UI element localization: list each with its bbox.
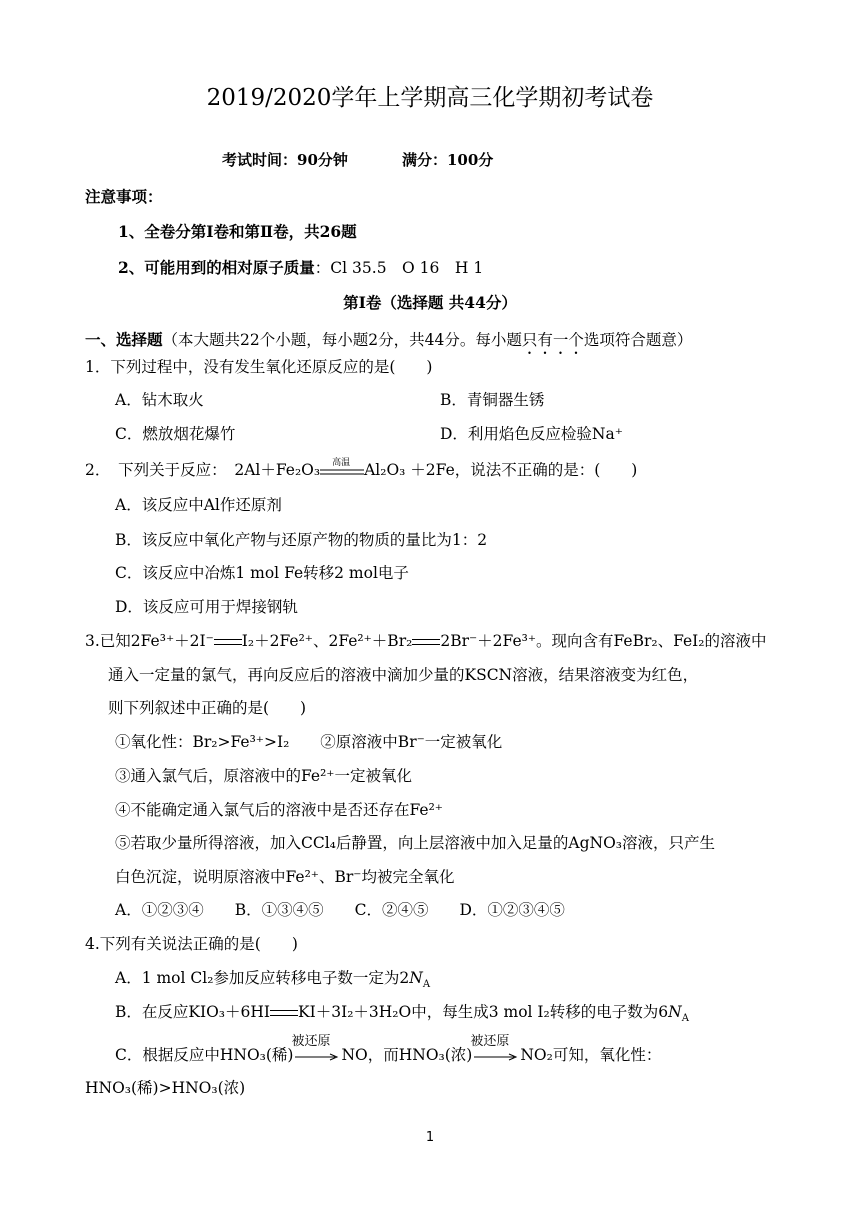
part1-tail: 选项符合题意） — [583, 331, 693, 349]
q2-stem — [85, 460, 637, 480]
equals-icon — [214, 638, 242, 646]
arrow-label: 被还原 — [291, 1034, 331, 1049]
right-arrow-icon — [474, 1053, 518, 1061]
arrow-label: 被还原 — [470, 1034, 510, 1049]
q4-option-a — [115, 968, 430, 995]
full-score: 满分：100分 — [402, 151, 494, 169]
section-title: 第Ⅰ卷（选择题 共44分） — [343, 293, 517, 312]
q1-option-a: A．钻木取火 — [115, 391, 204, 409]
notice-item-1: 1、全卷分第Ⅰ卷和第Ⅱ卷，共26题 — [118, 222, 357, 241]
q2-condition: 高温 — [332, 458, 351, 468]
part1-label: 一、选择题 — [85, 330, 163, 349]
q3-stem-part-c: 2Br⁻＋2Fe³⁺。现向含有FeBr₂、FeI₂的溶液中 — [440, 632, 767, 650]
high-temp-equals-sign — [320, 458, 364, 477]
page-number: 1 — [425, 1130, 435, 1145]
q4-option-c-line2: HNO₃(稀)>HNO₃(浓) — [85, 1079, 246, 1097]
reduction-arrow — [291, 1034, 339, 1063]
q3-stem-part-b: I₂＋2Fe²⁺、2Fe²⁺＋Br₂ — [241, 632, 413, 650]
q3-statement-3: ③通入氯气后，原溶液中的Fe²⁺一定被氧化 — [115, 767, 412, 785]
q2-option-b: B．该反应中氧化产物与还原产物的物质的量比为1：2 — [115, 531, 488, 549]
notice-item-2-label: 2、可能用到的相对原子质量 — [118, 258, 315, 277]
notice-item-2 — [118, 258, 483, 278]
equals-icon — [270, 1009, 298, 1017]
q3-statement-1-2: ①氧化性：Br₂>Fe³⁺>I₂ ②原溶液中Br⁻一定被氧化 — [115, 733, 503, 751]
q1-option-c: C．燃放烟花爆竹 — [115, 425, 236, 443]
q3-stem-line2: 通入一定量的氯气，再向反应后的溶液中滴加少量的KSCN溶液，结果溶液变为红色， — [108, 666, 699, 684]
q4-option-c-part1: C．根据反应中HNO₃(稀) — [115, 1046, 294, 1064]
q4-option-b-text-pre: B．在反应KIO₃＋6HI — [115, 1003, 271, 1021]
q2-option-d: D．该反应可用于焊接钢轨 — [115, 598, 298, 616]
q1-stem: 1．下列过程中，没有发生氧化还原反应的是( ) — [85, 358, 433, 376]
notice-item-2-values: ：Cl 35.5 O 16 H 1 — [314, 259, 484, 277]
q3-statement-4: ④不能确定通入氯气后的溶液中是否还存在Fe²⁺ — [115, 801, 443, 819]
q4-option-b — [115, 1002, 689, 1029]
q1-option-b: B．青铜器生锈 — [440, 391, 545, 409]
q4-option-c-line1 — [115, 1034, 662, 1065]
q3-statement-5b: 白色沉淀，说明原溶液中Fe²⁺、Br⁻均被完全氧化 — [115, 868, 455, 886]
avogadro-symbol: N — [668, 1003, 682, 1021]
page-title: 2019/2020学年上学期高三化学期初考试卷 — [206, 85, 654, 111]
q2-stem-pre: 2． 下列关于反应： 2Al＋Fe₂O₃ — [85, 461, 321, 479]
part1-instructions — [85, 330, 692, 358]
q4-option-a-text: A．1 mol Cl₂参加反应转移电子数一定为2 — [115, 969, 410, 987]
q3-statement-5a: ⑤若取少量所得溶液，加入CCl₄后静置，向上层溶液中加入足量的AgNO₃溶液，只产生 — [115, 834, 715, 852]
part1-desc: （本大题共22个小题，每小题2分，共44分。每小题 — [162, 331, 522, 349]
exam-time: 考试时间：90分钟 — [222, 151, 348, 169]
q3-stem-line3: 则下列叙述中正确的是( ) — [108, 699, 307, 717]
notice-heading: 注意事项： — [85, 187, 163, 206]
q2-stem-post: Al₂O₃ ＋2Fe，说法不正确的是：( ) — [364, 461, 638, 479]
q4-option-b-text: KI＋3I₂＋3H₂O中，每生成3 mol I₂转移的电子数为6 — [298, 1003, 669, 1021]
q3-stem-line1 — [85, 631, 767, 651]
equals-icon — [412, 638, 440, 646]
q2-option-c: C．该反应中冶炼1 mol Fe转移2 mol电子 — [115, 564, 409, 582]
q4-option-c-part2: NO，而HNO₃(浓) — [341, 1046, 473, 1064]
q3-options: A．①②③④ B．①③④⑤ C．②④⑤ D．①②③④⑤ — [115, 901, 565, 919]
double-line-icon — [320, 469, 364, 475]
q4-option-c-part3: NO₂可知，氧化性： — [520, 1046, 662, 1064]
q1-option-d: D．利用焰色反应检验Na⁺ — [440, 425, 623, 443]
right-arrow-icon — [295, 1053, 339, 1061]
q4-stem: 4.下列有关说法正确的是( ) — [85, 935, 298, 953]
avogadro-subscript: A — [681, 1013, 689, 1025]
q3-stem-part-a: 3.已知2Fe³⁺＋2I⁻ — [85, 632, 214, 650]
reduction-arrow — [470, 1034, 518, 1063]
q2-option-a: A．该反应中Al作还原剂 — [115, 496, 282, 514]
part1-emphasis: 只有一个 — [521, 331, 584, 349]
avogadro-subscript: A — [422, 979, 431, 991]
avogadro-symbol: N — [409, 969, 423, 987]
